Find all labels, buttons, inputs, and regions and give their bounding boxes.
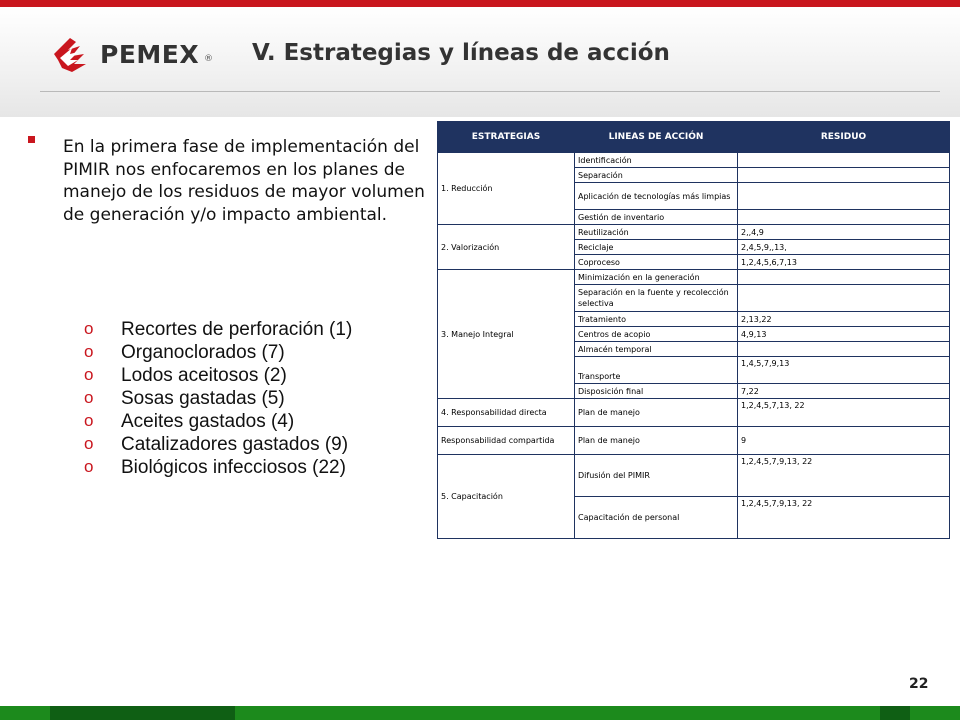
circle-bullet-icon: o [84, 434, 94, 453]
strategy-cell: 1. Reducción [438, 153, 575, 225]
circle-bullet-icon: o [84, 342, 94, 361]
table-header-row [438, 122, 950, 153]
strategy-cell: 5. Capacitación [438, 455, 575, 539]
residue-cell: 1,2,4,5,7,13, 22 [738, 399, 950, 427]
residue-cell: 1,4,5,7,9,13 [738, 357, 950, 384]
strategies-table [437, 121, 950, 539]
action-cell: Tratamiento [575, 312, 738, 327]
eagle-logo-icon [50, 32, 98, 80]
action-cell: Gestión de inventario [575, 210, 738, 225]
residue-cell [738, 183, 950, 210]
residue-cell: 2,13,22 [738, 312, 950, 327]
page-number: 22 [909, 676, 929, 692]
action-cell: Reutilización [575, 225, 738, 240]
residue-cell: 2,4,5,9,,13, [738, 240, 950, 255]
action-cell: Separación [575, 168, 738, 183]
strategy-cell: Responsabilidad compartida [438, 427, 575, 455]
action-cell: Centros de acopio [575, 327, 738, 342]
residue-cell: 1,2,4,5,7,9,13, 22 [738, 497, 950, 539]
action-cell: Separación en la fuente y recolección selectiva [575, 285, 738, 312]
column-header: ESTRATEGIAS [438, 122, 575, 153]
page-title: V. Estrategias y líneas de acción [252, 40, 670, 66]
action-cell: Difusión del PIMIR [575, 455, 738, 497]
residue-cell [738, 168, 950, 183]
logo-wordmark: PEMEX [100, 40, 200, 69]
action-cell: Reciclaje [575, 240, 738, 255]
action-cell: Identificación [575, 153, 738, 168]
action-cell: Almacén temporal [575, 342, 738, 357]
strategy-cell: 3. Manejo Integral [438, 270, 575, 399]
action-cell: Plan de manejo [575, 427, 738, 455]
strategy-cell: 4. Responsabilidad directa [438, 399, 575, 427]
table-row [438, 153, 950, 168]
residue-cell: 4,9,13 [738, 327, 950, 342]
action-cell: Minimización en la generación [575, 270, 738, 285]
circle-bullet-icon: o [84, 319, 94, 338]
circle-bullet-icon: o [84, 388, 94, 407]
bottom-bar-accent [50, 706, 235, 720]
bottom-bar-accent [880, 706, 910, 720]
pemex-logo [50, 32, 215, 80]
residue-cell: 1,2,4,5,6,7,13 [738, 255, 950, 270]
table-row [438, 270, 950, 285]
action-cell: Disposición final [575, 384, 738, 399]
residue-cell [738, 342, 950, 357]
action-cell: Plan de manejo [575, 399, 738, 427]
residue-cell: 1,2,4,5,7,9,13, 22 [738, 455, 950, 497]
registered-mark: ® [204, 54, 213, 64]
residue-cell: 2,,4,9 [738, 225, 950, 240]
column-header: RESIDUO [738, 122, 950, 153]
action-cell: Coproceso [575, 255, 738, 270]
residue-cell [738, 270, 950, 285]
residue-cell [738, 285, 950, 312]
residue-cell [738, 153, 950, 168]
action-cell: Capacitación de personal [575, 497, 738, 539]
top-red-bar [0, 0, 960, 7]
table-row [438, 455, 950, 497]
residue-cell [738, 210, 950, 225]
action-cell: Transporte [575, 357, 738, 384]
table-row [438, 399, 950, 427]
circle-bullet-icon: o [84, 411, 94, 430]
intro-paragraph: En la primera fase de implementación del PIMIR nos enfocaremos en los planes de manejo de los residuos de mayor volumen de generación y/o impacto ambiental. [63, 137, 425, 225]
strategy-cell: 2. Valorización [438, 225, 575, 270]
residue-cell: 9 [738, 427, 950, 455]
circle-bullet-icon: o [84, 457, 94, 476]
action-cell: Aplicación de tecnologías más limpias [575, 183, 738, 210]
circle-bullet-icon: o [84, 365, 94, 384]
column-header: LINEAS DE ACCIÓN [575, 122, 738, 153]
table-row [438, 427, 950, 455]
residue-cell: 7,22 [738, 384, 950, 399]
header-divider [40, 91, 940, 92]
square-bullet-icon [28, 136, 40, 148]
table-row [438, 225, 950, 240]
